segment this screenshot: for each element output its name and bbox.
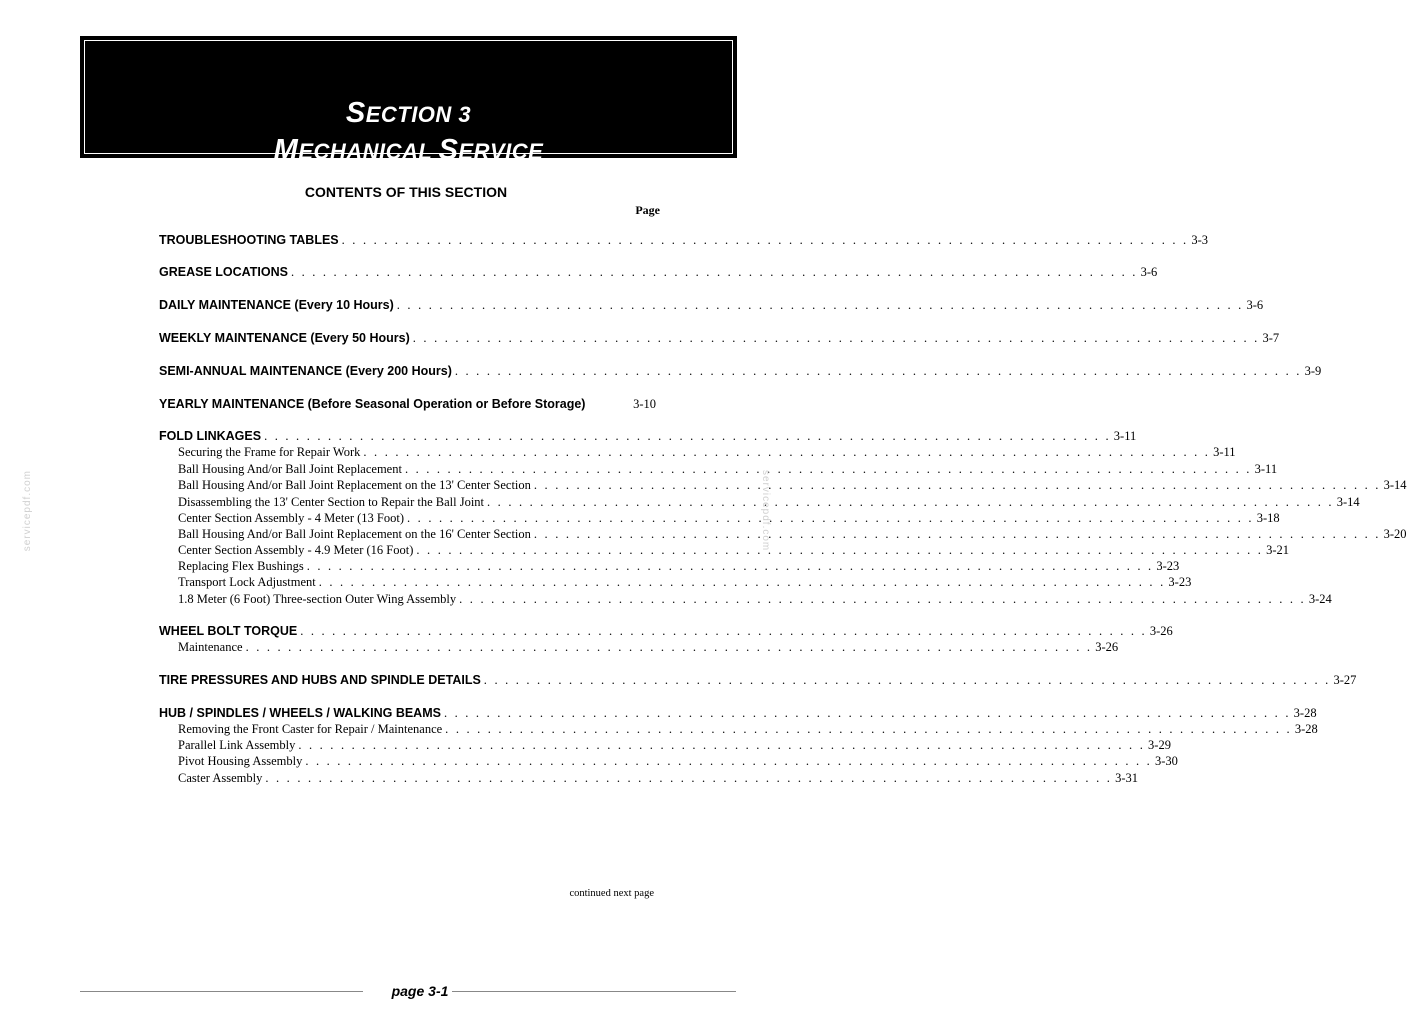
toc-entry-title: WHEEL BOLT TORQUE [159, 624, 298, 638]
toc-entry-title: Center Section Assembly - 4 Meter (13 Foot) [178, 511, 405, 525]
toc-entry-page: 3-11 [1113, 429, 1137, 443]
toc-entry [159, 233, 1208, 248]
toc-leader-dots: . . . . . . . . . . . . . . . . . . . . . . . . . . . . . . . . . . . . . . . . . . . . . . . . . . . . . . . . . . . . . . . . . . . . . . . . . . . . . . . . [454, 364, 1302, 378]
page-column-heading: Page [635, 203, 660, 217]
toc-subentry [178, 495, 1360, 510]
toc-leader-dots: . . . . . . . . . . . . . . . . . . . . . . . . . . . . . . . . . . . . . . . . . . . . . . . . . . . . . . . . . . . . . . . . . . . . . . . . . . . . . . . . [306, 559, 1154, 573]
toc-entry-title: Replacing Flex Bushings [178, 559, 304, 573]
toc-entry-title: Ball Housing And/or Ball Joint Replacement on the 16' Center Section [178, 527, 531, 541]
watermark-left: servicepdf.com [22, 470, 33, 552]
toc-entry-page: 3-27 [1333, 673, 1357, 687]
watermark-right: servicepdf.com [760, 470, 771, 552]
toc-subentry [178, 478, 1407, 493]
toc-subentry [178, 738, 1171, 753]
footer-page-number: page 3-1 [391, 983, 449, 999]
toc-entry-page: 3-31 [1115, 771, 1138, 785]
toc-leader-dots: . . . . . . . . . . . . . . . . . . . . . . . . . . . . . . . . . . . . . . . . . . . . . . . . . . . . . . . . . . . . . . . . . . . . . . . . . . . . . . . . [533, 527, 1381, 541]
contents-heading: CONTENTS OF THIS SECTION [304, 184, 508, 200]
toc-leader-dots: . . . . . . . . . . . . . . . . . . . . . . . . . . . . . . . . . . . . . . . . . . . . . . . . . . . . . . . . . . . . . . . . . . . . . . . . . . . . . . . . [341, 233, 1189, 247]
toc-leader-dots: . . . . . . . . . . . . . . . . . . . . . . . . . . . . . . . . . . . . . . . . . . . . . . . . . . . . . . . . . . . . . . . . . . . . . . . . . . . . . . . . [412, 331, 1260, 345]
toc-leader-dots: . . . . . . . . . . . . . . . . . . . . . . . . . . . . . . . . . . . . . . . . . . . . . . . . . . . . . . . . . . . . . . . . . . . . . . . . . . . . . . . . [416, 543, 1264, 557]
toc-entry-title: Ball Housing And/or Ball Joint Replacement on the 13' Center Section [178, 478, 531, 492]
toc-entry [159, 397, 656, 412]
toc-entry-page: 3-6 [1140, 265, 1158, 279]
toc-entry-page: 3-11 [1254, 462, 1278, 476]
toc-entry-title: TROUBLESHOOTING TABLES [159, 233, 339, 247]
toc-entry-page: 3-14 [1336, 495, 1360, 509]
toc-entry-title: Transport Lock Adjustment [178, 575, 316, 589]
section-number-title: SECTION 3 [345, 97, 472, 129]
toc-subentry [178, 559, 1180, 574]
toc-entry-title: DAILY MAINTENANCE (Every 10 Hours) [159, 298, 394, 312]
toc-entry-title: SEMI-ANNUAL MAINTENANCE (Every 200 Hours) [159, 364, 452, 378]
toc-leader-dots: . . . . . . . . . . . . . . . . . . . . . . . . . . . . . . . . . . . . . . . . . . . . . . . . . . . . . . . . . . . . . . . . . . . . . . . . . . . . . . . . [445, 722, 1292, 736]
toc-entry-page: 3-11 [1213, 445, 1236, 459]
toc-leader-dots: . . . . . . . . . . . . . . . . . . . . . . . . . . . . . . . . . . . . . . . . . . . . . . . . . . . . . . . . . . . . . . . . . . . . . . . . . . . . . . . . [459, 592, 1306, 606]
toc-entry-title: Ball Housing And/or Ball Joint Replacement [178, 462, 402, 476]
section-banner [80, 36, 737, 166]
toc-entry-page: 3-28 [1293, 706, 1317, 720]
toc-entry-title: WEEKLY MAINTENANCE (Every 50 Hours) [159, 331, 410, 345]
toc-entry-page: 3-23 [1168, 575, 1192, 589]
toc-entry-page: 3-7 [1262, 331, 1280, 345]
toc-entry [159, 265, 1158, 280]
toc-entry-title: TIRE PRESSURES AND HUBS AND SPINDLE DETAILS [159, 673, 481, 687]
toc-entry [159, 331, 1280, 346]
toc-leader-dots: . . . . . . . . . . . . . . . . . . . . . . . . . . . . . . . . . . . . . . . . . . . . . . . . . . . . . . . . . . . . . . . . . . . . . . . . . . . . . . . . [443, 706, 1291, 720]
toc-entry-title: HUB / SPINDLES / WHEELS / WALKING BEAMS [159, 706, 441, 720]
toc-subentry [178, 527, 1407, 542]
toc-entry-page: 3-18 [1256, 511, 1280, 525]
toc-entry [159, 298, 1264, 313]
toc-leader-dots: . . . . . . . . . . . . . . . . . . . . . . . . . . . . . . . . . . . . . . . . . . . . . . . . . . . . . . . . . . . . . . . . . . . . . . . . . . . . . . . . [533, 478, 1381, 492]
toc-entry-page: 3-26 [1149, 624, 1173, 638]
section-name-title: MECHANICAL SERVICE [273, 134, 544, 166]
toc-entry-page: 3-24 [1308, 592, 1332, 606]
toc-entry-title: Pivot Housing Assembly [178, 754, 303, 768]
toc-entry-page: 3-26 [1095, 640, 1119, 654]
toc-leader-dots: . . . . . . . . . . . . . . . . . . . . . . . . . . . . . . . . . . . . . . . . . . . . . . . . . . . . . . . . . . . . . . . . . . . . . . . . . . . . . . . . [404, 462, 1252, 476]
toc-entry-title: Removing the Front Caster for Repair / Maintenance [178, 722, 443, 736]
toc-entry-page: 3-20 [1383, 527, 1407, 541]
toc-entry [159, 673, 1357, 688]
toc-subentry [178, 462, 1278, 477]
toc-entry-page: 3-3 [1191, 233, 1208, 247]
toc-subentry [178, 722, 1318, 737]
toc-leader-dots: . . . . . . . . . . . . . . . . . . . . . . . . . . . . . . . . . . . . . . . . . . . . . . . . . . . . . . . . . . . . . . . . . . . . . . . . . . . . . . . . [363, 445, 1211, 459]
toc-entry-page: 3-23 [1156, 559, 1180, 573]
toc-entry [159, 624, 1173, 639]
toc-subentry [178, 543, 1289, 558]
toc-leader-dots: . . . . . . . . . . . . . . . . . . . . . . . . . . . . . . . . . . . . . . . . . . . . . . . . . . . . . . . . . . . . . . . . . . . . . . . . . . . . . . . . [265, 771, 1113, 785]
toc-entry-page: 3-21 [1266, 543, 1289, 557]
continued-note: continued next page [569, 888, 654, 899]
toc-entry-page: 3-30 [1155, 754, 1178, 768]
toc-entry-title: Disassembling the 13' Center Section to Repair the Ball Joint [178, 495, 485, 509]
toc-entry [159, 706, 1317, 721]
toc-leader-dots: . . . . . . . . . . . . . . . . . . . . . . . . . . . . . . . . . . . . . . . . . . . . . . . . . . . . . . . . . . . . . . . . . . . . . . . . . . . . . . . . [318, 575, 1166, 589]
toc-entry-title: Caster Assembly [178, 771, 263, 785]
toc-leader-dots: . . . . . . . . . . . . . . . . . . . . . . . . . . . . . . . . . . . . . . . . . . . . . . . . . . . . . . . . . . . . . . . . . . . . . . . . . . . . . . . . [396, 298, 1244, 312]
toc-subentry [178, 771, 1138, 786]
toc-subentry [178, 445, 1236, 460]
toc-leader-dots: . . . . . . . . . . . . . . . . . . . . . . . . . . . . . . . . . . . . . . . . . . . . . . . . . . . . . . . . . . . . . . . . . . . . . . . . . . . . . . . . [300, 624, 1147, 638]
toc-entry-page: 3-29 [1148, 738, 1171, 752]
toc-subentry [178, 754, 1178, 769]
toc-entry-title: 1.8 Meter (6 Foot) Three-section Outer Wing Assembly [178, 592, 457, 606]
toc-entry-page: 3-28 [1294, 722, 1318, 736]
toc-leader-dots: . . . . . . . . . . . . . . . . . . . . . . . . . . . . . . . . . . . . . . . . . . . . . . . . . . . . . . . . . . . . . . . . . . . . . . . . . . . . . . . . [487, 495, 1334, 509]
toc-entry-page: 3-10 [633, 397, 656, 411]
toc-subentry [178, 592, 1332, 607]
toc-leader-dots: . . . . . . . . . . . . . . . . . . . . . . . . . . . . . . . . . . . . . . . . . . . . . . . . . . . . . . . . . . . . . . . . . . . . . . . . . . . . . . . . [245, 640, 1093, 654]
toc-entry [159, 364, 1322, 379]
toc-subentry [178, 575, 1192, 590]
toc-entry-title: YEARLY MAINTENANCE (Before Seasonal Operation or Before Storage) [159, 397, 586, 411]
toc-leader-dots: . . . . . . . . . . . . . . . . . . . . . . . . . . . . . . . . . . . . . . . . . . . . . . . . . . . . . . . . . . . . . . . . . . . . . . . . . . . . . . . . [407, 511, 1254, 525]
toc-subentry [178, 511, 1280, 526]
toc-entry [159, 429, 1137, 444]
toc-entry-page: 3-9 [1304, 364, 1322, 378]
toc-leader-dots: . . . . . . . . . . . . . . . . . . . . . . . . . . . . . . . . . . . . . . . . . . . . . . . . . . . . . . . . . . . . . . . . . . . . . . . . . . . . . . . . [305, 754, 1153, 768]
toc-leader-dots: . . . . . . . . . . . . . . . . . . . . . . . . . . . . . . . . . . . . . . . . . . . . . . . . . . . . . . . . . . . . . . . . . . . . . . . . . . . . . . . . [264, 429, 1111, 443]
toc-entry-title: Maintenance [178, 640, 243, 654]
toc-entry-page: 3-14 [1383, 478, 1407, 492]
toc-subentry [178, 640, 1119, 655]
toc-entry-title: Parallel Link Assembly [178, 738, 296, 752]
toc-leader-dots: . . . . . . . . . . . . . . . . . . . . . . . . . . . . . . . . . . . . . . . . . . . . . . . . . . . . . . . . . . . . . . . . . . . . . . . . . . . . . . . . [290, 265, 1138, 279]
toc-leader-dots: . . . . . . . . . . . . . . . . . . . . . . . . . . . . . . . . . . . . . . . . . . . . . . . . . . . . . . . . . . . . . . . . . . . . . . . . . . . . . . . . [483, 673, 1331, 687]
toc-entry-title: Securing the Frame for Repair Work [178, 445, 361, 459]
toc-entry-title: FOLD LINKAGES [159, 429, 262, 443]
toc-leader-dots: . . . . . . . . . . . . . . . . . . . . . . . . . . . . . . . . . . . . . . . . . . . . . . . . . . . . . . . . . . . . . . . . . . . . . . . . . . . . . . . . [298, 738, 1146, 752]
toc-entry-title: GREASE LOCATIONS [159, 265, 288, 279]
toc-entry-title: Center Section Assembly - 4.9 Meter (16 Foot) [178, 543, 414, 557]
toc-entry-page: 3-6 [1246, 298, 1264, 312]
